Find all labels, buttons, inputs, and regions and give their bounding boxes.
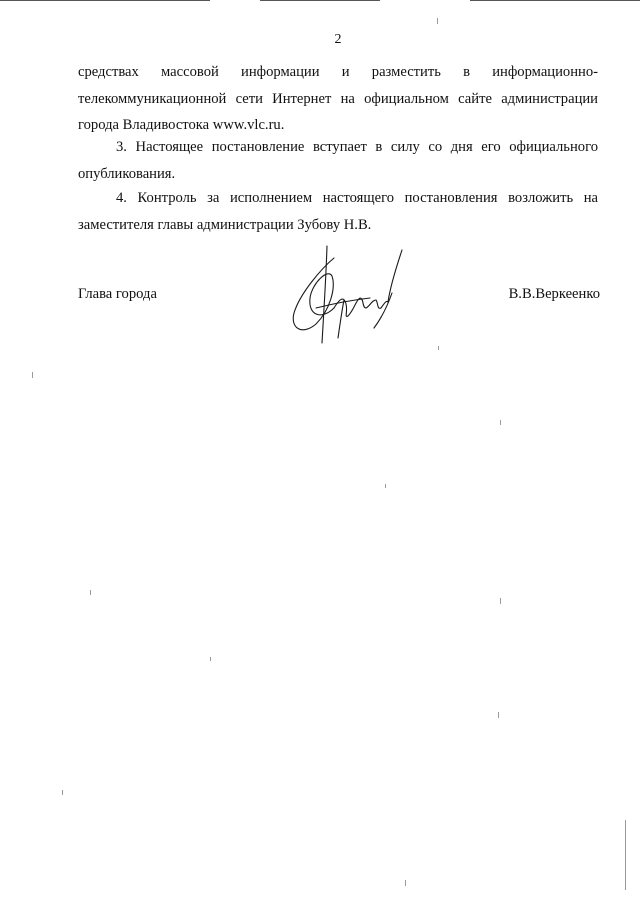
scan-speck	[438, 346, 439, 350]
scan-speck	[500, 420, 501, 425]
scan-speck	[210, 657, 211, 661]
handwritten-signature	[282, 238, 412, 348]
signatory-name: В.В.Веркеенко	[508, 286, 600, 302]
paragraph-line: заместителя главы администрации Зубову Н.В.	[78, 216, 372, 233]
scan-speck	[437, 18, 438, 24]
scan-speck	[90, 590, 91, 595]
scan-speck	[625, 820, 626, 890]
paragraph-line: 3. Настоящее постановление вступает в силу со дня его официального	[116, 139, 598, 155]
scan-speck	[500, 598, 501, 604]
paragraph-line: города Владивостока www.vlc.ru.	[78, 117, 285, 133]
page-number: 2	[334, 32, 342, 47]
paragraph-control	[78, 185, 598, 238]
paragraph-effective-date	[78, 134, 598, 187]
paragraph-publication	[78, 59, 598, 139]
paragraph-line: средствах массовой информации и разместить в информационно-	[78, 64, 598, 80]
scan-speck	[62, 790, 63, 795]
scan-speck	[385, 484, 386, 488]
paragraph-line: телекоммуникационной сети Интернет на официальном сайте администрации	[78, 90, 598, 107]
scan-speck	[405, 880, 406, 886]
paragraph-line: опубликования.	[78, 165, 176, 182]
paragraph-line: 4. Контроль за исполнением настоящего постановления возложить на	[116, 190, 598, 206]
scan-speck	[32, 372, 33, 378]
signatory-title: Глава города	[78, 286, 157, 302]
scan-speck	[498, 712, 499, 718]
scan-top-edge	[0, 0, 640, 2]
